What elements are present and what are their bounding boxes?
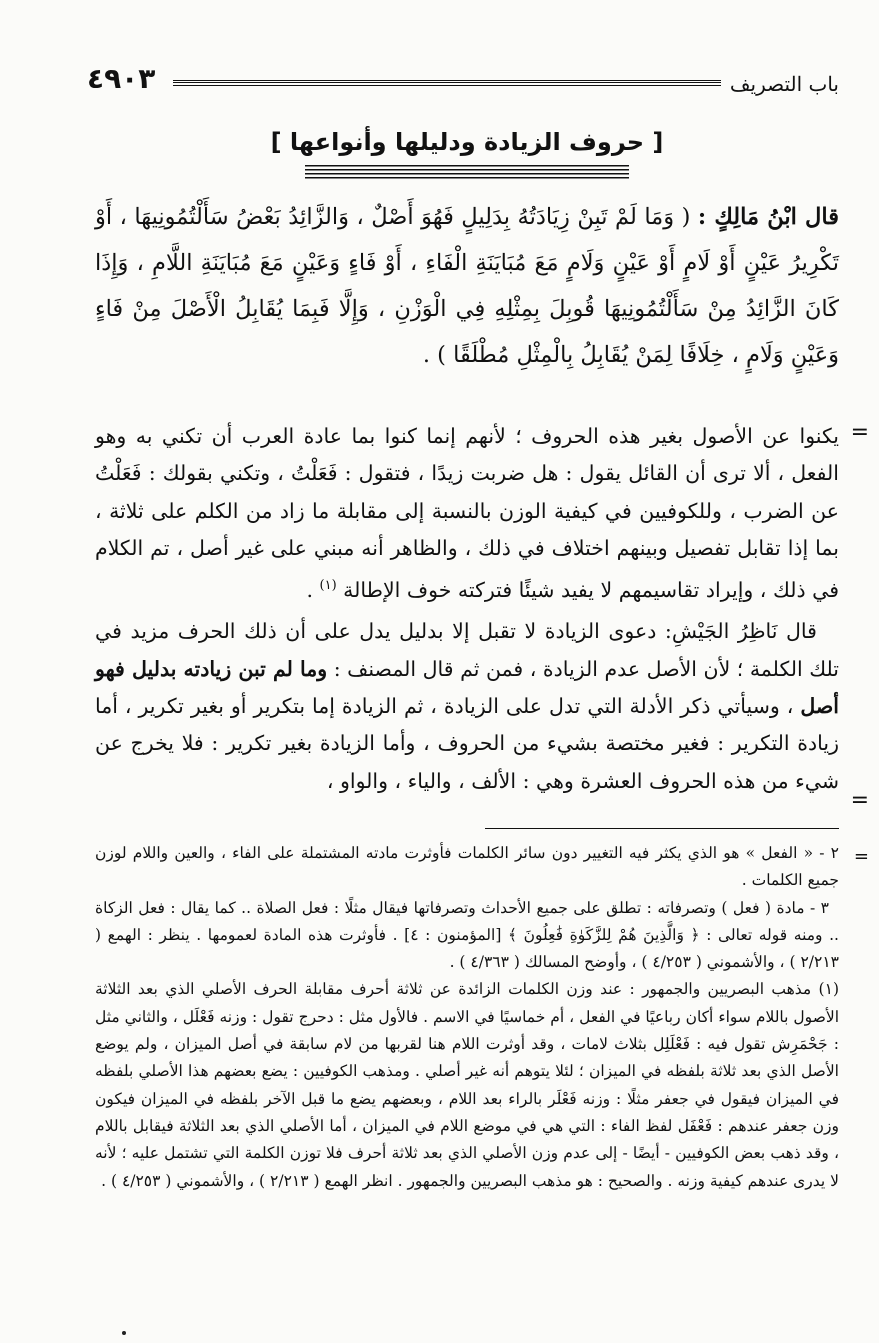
quoted-matn: وما لم تبن زيادته بدليل فهو أصل xyxy=(95,656,839,718)
commentary-paragraph-2 xyxy=(95,613,839,799)
continuation-mark-notes: = xyxy=(853,846,869,867)
matn-speaker: قال ابْنُ مَالِكٍ : xyxy=(697,204,839,230)
running-header xyxy=(87,60,839,100)
header-rule xyxy=(173,80,721,86)
heading-rule xyxy=(305,165,629,179)
section-heading: [ حروف الزيادة ودليلها وأنواعها ] xyxy=(270,128,664,156)
page-number: ٤٩٠٣ xyxy=(87,62,156,95)
footnote-3: ٣ - مادة ( فعل ) وتصرفاته : تطلق على جميع الأحداث وتصرفاتها فيقال مثلًا : فعل الصلاة .. كما يقال : فعل الزكاة .. ومنه قوله تعالى : ﴿ وَالَّذِينَ هُمْ لِلزَّكَوٰةِ فَٰعِلُونَ ﴾ [المؤمنون : ٤] . فأوثرت هذه المادة لعمومها . ينظر : الهمع ( ٢/٢١٣ ) ، والأشموني ( ٤/٢٥٣ ) ، وأوضح المسالك ( ٤/٣٦٣ ) . xyxy=(95,898,839,972)
commentary-paragraph-1 xyxy=(95,418,839,609)
commentary-text-2b: ، وسيأتي ذكر الأدلة التي تدل على الزيادة ، ثم الزيادة إما بتكرير أو بغير تكرير ، أما زيادة التكرير : فغير مختصة بشيء من الحروف ، وأما الزيادة بغير تكرير : فلا يخرج عن شيء من هذه الحروف العشرة وهي : الألف ، والياء ، والواو ، xyxy=(95,693,839,793)
continuation-mark-top: = xyxy=(850,420,869,445)
print-speck xyxy=(122,1331,126,1335)
commentator-name: قال نَاظِرُ الجَيْشِ: xyxy=(664,619,817,644)
continuation-mark-bottom: = xyxy=(850,788,869,813)
footnote-separator xyxy=(485,828,839,829)
commentary xyxy=(95,418,839,800)
matn-body: ( وَمَا لَمْ تَبِنْ زِيَادَتُهُ بِدَلِيلٍ فَهُوَ أَصْلٌ ، وَالزَّائِدُ بَعْضُ سَأَلْتُمُونِيهَا ، أَوْ تَكْرِيرُ عَيْنٍ أَوْ لَامٍ أَوْ عَيْنٍ وَلَامٍ مَعَ مُبَايَنَةِ الْفَاءِ ، أَوْ فَاءٍ وَعَيْنٍ مَعَ مُبَايَنَةِ اللَّامِ ، وَإِذَا كَانَ الزَّائِدُ مِنْ سَأَلْتُمُونِيهَا قُوبِلَ بِمِثْلِهِ فِي الْوَزْنِ ، وَإِلَّا فَبِمَا يُقَابِلُ الْأَصْلَ مِنْ فَاءٍ وَعَيْنٍ وَلَامٍ ، خِلَافًا لِمَنْ يُقَابِلُ بِالْمِثْلِ مُطْلَقًا ) . xyxy=(95,204,839,368)
footnotes xyxy=(95,840,839,1195)
footnote-ref: (١) xyxy=(319,578,337,594)
matn-text xyxy=(95,194,839,378)
commentary-end-1: . xyxy=(306,578,313,603)
commentary-text-2a: دعوى الزيادة لا تقبل إلا بدليل يدل على أن ذلك الحرف مزيد في تلك الكلمة ؛ لأن الأصل عدم الزيادة ، فمن ثم قال المصنف : xyxy=(95,619,839,681)
footnote-1: (١) مذهب البصريين والجمهور : عند وزن الكلمات الزائدة عن ثلاثة أحرف مقابلة الحرف الأصلي الذي بعد الثلاثة الأصول باللام سواء أكان رباعيًا في الفعل ، أم خماسيًا في الاسم . فالأول مثل : دحرج تقول : وزنه فَعْلَل ، والثاني مثل : جَحْمَرِش تقول فيه : فَعْلَلِل بثلاث لامات ، وقد أوثرت اللام هنا لقربها من لام سابقة في أصل الميزان ، ولم يوضع الأصل الذي بعد ثلاثة بلفظه في الميزان ؛ لئلا يتوهم أنه غير أصلي . ومذهب الكوفيين : يضع بعضهم هذا الأصلي بلفظه في الميزان فيقول في جعفر مثلًا : وزنه فَعْلَر بالراء بعد اللام ، وبعضهم يضع ما قبل الآخر بلفظه في الميزان فيكون وزن جعفر عندهم : فَعْفَل لفظ الفاء : التي هي في موضع اللام في الميزان ، أما الأصلي الذي بعد الثلاثة فيقابل باللام ، وقد ذهب بعض الكوفيين - أيضًا - إلى عدم وزن الأصلي الذي بعد ثلاثة أحرف فلا توزن الكلمة التي تشتمل عليه ؛ لأنه لا يدرى عندهم كيفية وزنه . والصحيح : هو مذهب البصريين والجمهور . انظر الهمع ( ٢/٢١٣ ) ، والأشموني ( ٤/٢٥٣ ) . xyxy=(95,980,839,1190)
footnote-2: ٢ - « الفعل » هو الذي يكثر فيه التغيير دون سائر الكلمات فأوثرت مادته المشتملة على الفاء ، والعين واللام لوزن جميع الكلمات . xyxy=(95,844,839,890)
commentary-text-1: يكنوا عن الأصول بغير هذه الحروف ؛ لأنهم إنما كنوا بما عادة العرب أن تكني به وهو الفعل ، ألا ترى أن القائل يقول : هل ضربت زيدًا ، فتقول : فَعَلْتُ ، وتكني بقولك : فَعَلْتُ عن الضرب ، وللكوفيين في كيفية الوزن بالنسبة إلى مقابلة ما زاد من الكلم على ثلاثة ، بما إذا تقابل تفصيل وبينهم اختلاف في ذلك ، والظاهر أنه مبني على غير أصل ، تم الكلام في ذلك ، وإيراد تقاسيمهم لا يفيد شيئًا فتركته خوف الإطالة xyxy=(95,424,839,603)
book-page xyxy=(87,0,869,1343)
chapter-title: باب التصريف xyxy=(729,72,839,96)
